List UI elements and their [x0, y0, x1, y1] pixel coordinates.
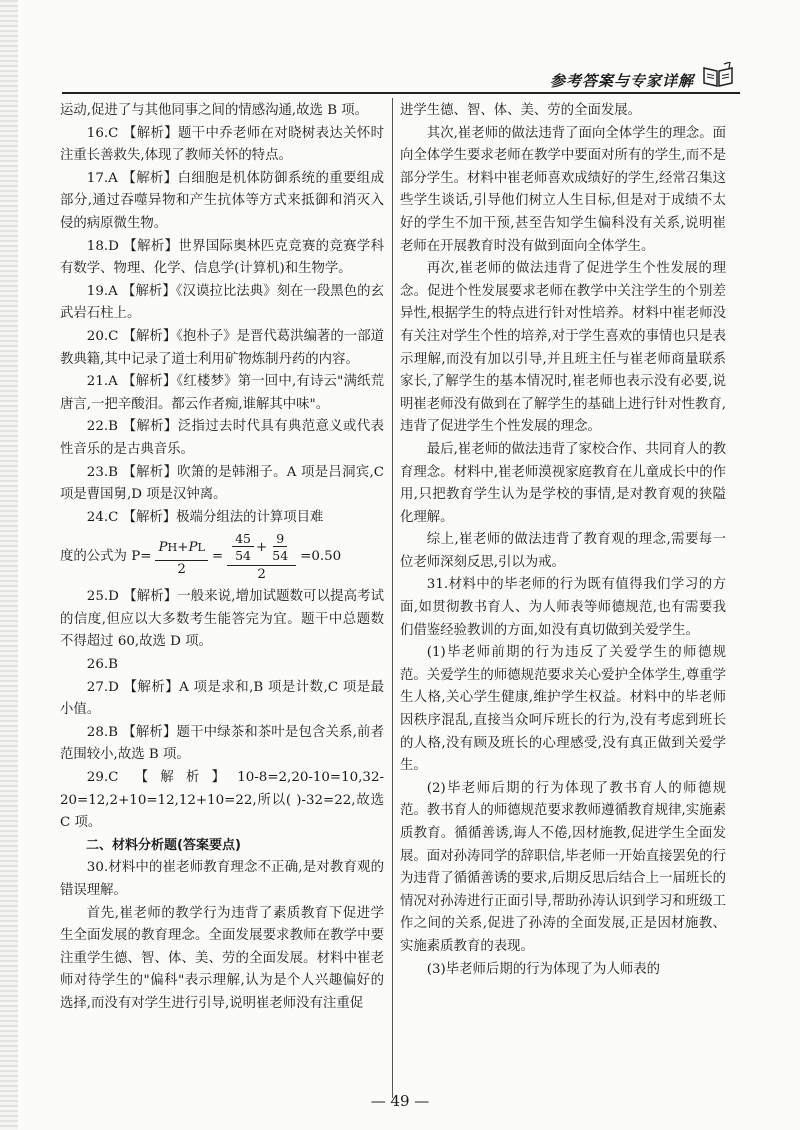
right-column	[400, 100, 726, 981]
fraction-numeric: $\frac{45}{54}$ + $\frac{9}{54}$ 2	[227, 531, 296, 584]
answer-25: 25.D 【解析】一般来说,增加试题数可以提高考试的信度,但应以大多数考生能答完为宜。题干中总题数不得超过 60,故选 D 项。	[60, 589, 384, 650]
header-title: 参考答案与专家详解	[549, 72, 694, 90]
formula-prefix: 度的公式为 P=	[60, 549, 152, 565]
answer-26: 26.B	[86, 657, 118, 673]
page-header	[62, 70, 740, 94]
answer-31-point-3: (3)毕老师后期的行为体现了为人师表的	[426, 961, 661, 977]
answer-27: 27.D 【解析】A 项是求和,B 项是计数,C 项是最小值。	[60, 679, 384, 718]
answer-23: 23.B 【解析】吹箫的是韩湘子。A 项是吕洞宾,C 项是曹国舅,D 项是汉钟离。	[60, 464, 384, 503]
answer-19: 19.A 【解析】《汉谟拉比法典》刻在一段黑色的玄武岩石柱上。	[60, 283, 384, 322]
binding-edge	[0, 0, 18, 1130]
page-number: — 49 —	[370, 1092, 430, 1110]
answer-30-last: 最后,崔老师的做法违背了家校合作、共同育人的教育理念。材料中,崔老师漠视家庭教育在儿童成长中的作用,只把教育学生认为是学校的事情,是对教育观的狭隘化理解。	[400, 441, 726, 525]
answer-31-point-1: (1)毕老师前期的行为违反了关爱学生的师德规范。关爱学生的师德规范要求关心爱护全体学生,尊重学生人格,关心学生健康,维护学生权益。材料中的毕老师因秩序混乱,直接当众呵斥班长的行为,没有考虑到班长的人格,没有顾及班长的心理感受,没有真正做到关爱学生。	[400, 645, 726, 774]
formula-result: =0.50	[300, 549, 342, 565]
answer-30-first: 首先,崔老师的教学行为违背了素质教育下促进学生全面发展的教育理念。全面发展要求教师在教学中要注重学生德、智、体、美、劳的全面发展。材料中崔老师对待学生的"偏科"表示理解,认为是个人兴趣偏好的选择,而没有对学生进行引导,说明崔老师没有注重促	[60, 905, 384, 1011]
answer-31-point-2: (2)毕老师后期的行为体现了教书育人的师德规范。教书育人的师德规范要求教师遵循教育规律,实施素质教育。循循善诱,诲人不倦,因材施教,促进学生全面发展。面对孙涛同学的辞职信,毕老师一开始直接罢免的行为违背了循循善诱的要求,后期反思后结合上一届班长的情况对孙涛进行正面引导,帮助孙涛认识到学习和班级工作之间的关系,促进了孙涛的全面发展,正是因材施教、实施素质教育的表现。	[400, 780, 726, 954]
column-divider	[392, 98, 393, 1098]
answer-31-intro: 31.材料中的毕老师的行为既有值得我们学习的方面,如贯彻教书育人、为人师表等师德规范,也有需要我们借鉴经验教训的方面,如没有真切做到关爱学生。	[400, 577, 726, 638]
answer-21: 21.A 【解析】《红楼梦》第一回中,有诗云"满纸荒唐言,一把辛酸泪。都云作者痴,谁解其中味"。	[60, 374, 384, 412]
answer-30-second: 其次,崔老师的做法违背了面向全体学生的理念。面向全体学生要求老师在教学中要面对所有的学生,而不是部分学生。材料中崔老师喜欢成绩好的学生,经常召集这些学生谈话,引导他们树立人生目标,但是对于成绩不太好的学生不加干预,甚至告知学生偏科没有关系,说明崔老师在开展教育时没有做到面向全体学生。	[400, 125, 726, 254]
answer-28: 28.B 【解析】题干中绿茶和茶叶是包含关系,前者范围较小,故选 B 项。	[60, 724, 384, 763]
fraction-ph-pl: P H + P L 2	[155, 537, 207, 579]
left-column	[60, 100, 384, 1016]
answer-30-intro: 30.材料中的崔老师教育理念不正确,是对教育观的错误理解。	[60, 860, 384, 898]
paragraph: 进学生德、智、体、美、劳的全面发展。	[400, 103, 642, 118]
answer-18: 18.D 【解析】世界国际奥林匹克竞赛的竞赛学科有数学、物理、化学、信息学(计算机)和生物学。	[60, 238, 384, 277]
answer-22: 22.B 【解析】泛指过去时代具有典范意义或代表性音乐的是古典音乐。	[60, 419, 384, 457]
answer-24: 24.C 【解析】极端分组法的计算项目难	[86, 509, 324, 525]
answer-29: 29.C 【解析】10-8=2,20-10=10,32-20=12,2+10=12,12+10=22,所以( )-32=22,故选 C 项。	[60, 770, 384, 831]
paragraph: 运动,促进了与其他同事之间的情感沟通,故选 B 项。	[60, 103, 369, 118]
answer-30-summary: 综上,崔老师的做法违背了教育观的理念,需要每一位老师深刻反思,引以为戒。	[400, 532, 726, 570]
answer-30-third: 再次,崔老师的做法违背了促进学生个性发展的理念。促进个性发展要求老师在教学中关注学生的个别差异性,根据学生的特点进行针对性培养。材料中崔老师没有关注对学生个性的培养,对于学生喜欢的事情也只是表示理解,而没有加以引导,并且班主任与崔老师商量联系家长,了解学生的基本情况时,崔老师也表示没有必要,说明崔老师没有做到在了解学生的基础上进行针对性教育,违背了促进学生个性发展的理念。	[400, 261, 726, 435]
answer-16: 16.C 【解析】题干中乔老师在对晓树表达关怀时注重长善救失,体现了教师关怀的特点。	[60, 125, 384, 164]
difficulty-formula: 度的公式为 P= P H + P L 2 = $\frac{45}{54}$ + $\frac{9}{54}$ 2 =0.50	[60, 531, 342, 583]
answer-17: 17.A 【解析】白细胞是机体防御系统的重要组成部分,通过吞噬异物和产生抗体等方式来抵御和消灭入侵的病原微生物。	[60, 170, 384, 231]
open-book-icon	[702, 62, 734, 88]
section-heading: 二、材料分析题(答案要点)	[86, 837, 241, 853]
answer-20: 20.C 【解析】《抱朴子》是晋代葛洪编著的一部道教典籍,其中记录了道士利用矿物炼制丹药的内容。	[60, 328, 384, 367]
